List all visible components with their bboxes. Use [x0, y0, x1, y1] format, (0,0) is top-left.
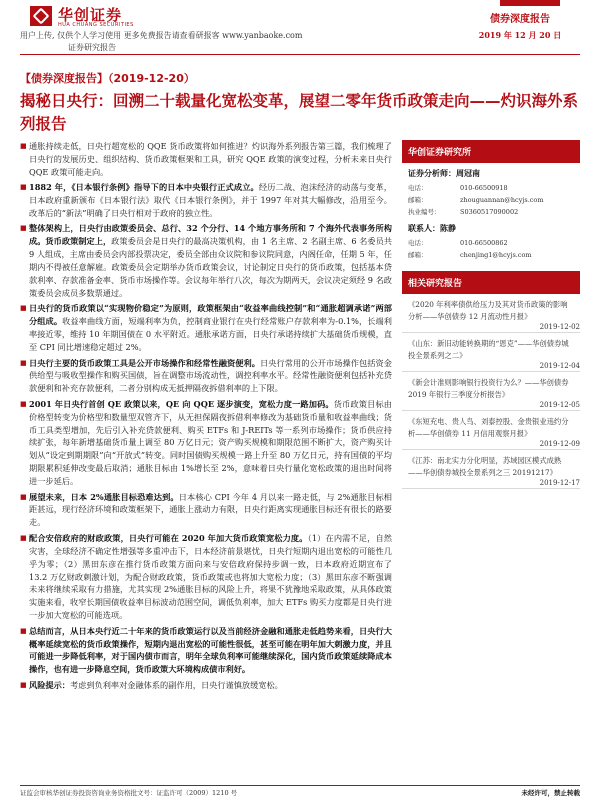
- report-tag-line: 【债券深度报告】（2019-12-20）: [20, 72, 195, 85]
- bullet-lead: 展望未来，日本 2%通胀目标恐难达到。: [29, 491, 179, 502]
- page-title: 揭秘日央行：回溯二十载量化宽松变革，展望二零年货币政策走向——灼识海外系列报告: [20, 92, 579, 133]
- bullet-lead: 总结而言，从日本央行近二十年来的货币政策运行以及当前经济金融和通胀走低趋势来看，日央行大概率延续宽松的货币政策操作，短期内退出宽松的可能性很低，甚至可能在明年加大刺激力度，并且可能进一步降低利率，对于国内债市而言，明年全球负利率可能继续深化，国内货币政策延续降成本操作，也有进一步降息空间，货币政策大环境构成债市利好。: [29, 625, 392, 675]
- summary-bullet: [20, 302, 392, 354]
- related-report-link[interactable]: 《东短充电、贵人鸟、刘泰控股、金贵银业违约分析——华创债券 11 月信用观察月报》: [408, 417, 569, 438]
- summary-bullet: [20, 140, 392, 179]
- summary-bullet: [20, 625, 392, 677]
- contact-title: 联系人：陈静: [408, 224, 456, 233]
- contact-row: [408, 206, 574, 218]
- related-report-link[interactable]: 《2020 年利率债供给压力及其对货币政策的影响分析——华创债券 12 月流动性月报》: [408, 300, 568, 321]
- header-subtitle: 证券研究报告: [68, 43, 116, 52]
- summary-bullet: [20, 491, 392, 530]
- bullet-lead: 日央行主要的货币政策工具是公开市场操作和经常性融资便利。: [29, 357, 261, 368]
- summary-bullets: [20, 140, 392, 694]
- related-report-link[interactable]: 《江苏：南北实力分化明显，苏域园区模式成熟——华创债券城投全景系列之三 20191217》: [408, 456, 562, 477]
- contact-info-list: [402, 237, 580, 261]
- contact-row: [408, 194, 574, 206]
- related-report-date: 2019-12-04: [402, 362, 580, 372]
- related-report-date: 2019-12-09: [402, 440, 580, 450]
- bullet-lead: 日央行的货币政策以“实现物价稳定”为原则，政策框架由“收益率曲线控制”和“通胀超调承诺”两部分组成。: [29, 303, 392, 327]
- related-report-date: 2019-12-05: [402, 401, 580, 411]
- contact-key: 邮箱：: [408, 251, 428, 259]
- company-logo-icon: [30, 6, 52, 26]
- bullet-text: 日本核心 CPI 今年 4 月以来一路走低，与 2%通胀目标相距甚远，现行经济环境和政策框架下，通胀上涨动力有限，日央行距离实现通胀目标还有很长的路要走。: [29, 491, 392, 528]
- summary-bullet: [20, 222, 392, 299]
- bullet-text: 收益率曲线方面，短端利率为负，控制商业银行在央行经常账户存款利率为-0.1%，长端利率接近零，维持 10 年期国债在 0 水平附近。通胀承诺方面，日央行承诺持续扩大基础货币规模，直至 CPI 同比增速稳定超过 2%。: [29, 316, 392, 353]
- bullet-text: 通胀持续走低，日央行超宽松的 QQE 货币政策将如何推进？灼识海外系列报告第三篇，我们梳理了日央行的发展历史、组织结构、货币政策框架和工具，研究 QQE 政策的演变过程，分析未来日央行 QQE 政策可能走向。: [29, 141, 392, 177]
- footer-copyright: 未经许可，禁止转载: [521, 789, 580, 797]
- contact-key: 邮箱：: [408, 196, 428, 204]
- report-date: 2019 年 12 月 20 日: [478, 30, 562, 40]
- analyst-title: 证券分析师：周冠南: [408, 169, 480, 178]
- contact-row: [408, 182, 574, 194]
- bullet-lead: 风险提示：: [29, 679, 70, 690]
- summary-bullet: [20, 679, 392, 692]
- related-report-link[interactable]: 《新会计准则影响银行投资行为么？——华创债券 2019 年银行三季度分析报告》: [408, 378, 569, 399]
- bullet-lead: 1882 年，《日本银行条例》指导下的日本中央银行正式成立。: [29, 182, 259, 193]
- header-divider: [20, 54, 580, 55]
- bullet-text: 考虑到负利率对金融体系的副作用，日央行谨慎放缓宽松。: [69, 679, 283, 690]
- contact-key: 执业编号：: [408, 208, 441, 216]
- footer-license: 证监会审核华创证券投资咨询业务资格批文号：证监许可（2009）1210 号: [20, 789, 238, 797]
- bullet-text: （1）在内需不足，自然灾害，全球经济不确定性增强等多重冲击下，日本经济前景堪忧，日央行短期内退出宽松的可能性几乎为零；（2）黑田东彦在推行货币政策方面向来与安倍政府保持步调一致，日本政府近期宣布了 13.2 万亿财政刺激计划，为配合财政政策，货币政策或也将加大宽松力度；（3）黑田东彦不断强调未来将继续采取有力措施，尤其实现 2%通胀目标的风险上升，将果不犹豫地采取政策，从具体政策实施来看，收窄长期国债收益率目标波动范围空间，调低负利率，加大 ETFs 购买力度都是日央行进一步加大宽松的可能选项。: [29, 532, 392, 621]
- contact-key: 电话：: [408, 239, 428, 247]
- watermark-ad-text: 用户上传, 仅供个人学习使用 更多免费报告请查看研报客 www.yanbaoke.com: [20, 31, 303, 40]
- logo-english-name: HUA CHUANG SECURITIES: [58, 22, 134, 28]
- logo-chinese-name: 华创证券: [58, 6, 123, 24]
- summary-bullet: [20, 532, 392, 622]
- related-reports-header: 相关研究报告: [402, 271, 580, 294]
- contact-value: zhouguannan@hcyjs.com: [460, 196, 544, 204]
- summary-bullet: [20, 181, 392, 220]
- contact-row: [408, 237, 574, 249]
- contact-value: 010-66500862: [460, 239, 508, 247]
- bullet-text: 经历二战、泡沫经济的动荡与变革，日本政府重新颁布《日本银行法》取代《日本银行条例》，并于 1997 年对其大幅修改，沿用至今。改革后的“新法”明确了日央行相对于政府的独立性。: [29, 182, 392, 219]
- sidebar: [402, 140, 580, 489]
- contact-value: 010-66500918: [460, 184, 508, 192]
- bullet-lead: 2001 年日央行首创 QE 政策以来，QE 向 QQE 逐步演变，宽松力度一路加码。: [29, 398, 334, 409]
- contact-value: S0360517090002: [460, 208, 519, 216]
- bullet-text: 日央行常用的公开市场操作包括资金供给型与吸收型操作和购买国债，旨在调整市场流动性，调控利率水平。经常性融资便利包括补充贷款便利和补充存款便利，二者分别构成无抵押隔夜拆借利率的上下限。: [29, 357, 392, 394]
- contact-value: chenjing1@hcyjs.com: [460, 251, 532, 259]
- bullet-lead: 整体架构上，日央行由政策委员会、总行、32 个分行、14 个地方事务所和 7 个海外代表事务所构成。货币政策制定上，: [29, 223, 392, 247]
- sidebar-header: 华创证券研究所: [402, 140, 580, 163]
- contact-key: 电话：: [408, 184, 428, 192]
- related-report-date: 2019-12-17: [402, 479, 580, 489]
- related-reports-list: [402, 294, 580, 489]
- analyst-contact-list: [402, 182, 580, 218]
- related-report-link[interactable]: 《山东：新旧动能转换期的“恩克”——华创债券城投全景系列之二》: [408, 339, 569, 360]
- contact-row: [408, 249, 574, 261]
- top-accent-bar: [500, 0, 560, 6]
- footer-divider: [20, 785, 580, 786]
- summary-bullet: [20, 357, 392, 396]
- related-report-date: 2019-12-02: [402, 323, 580, 333]
- bullet-text: 政策委员会是日央行的最高决策机构，由 1 名主席、2 名副主席、6 名委员共 9 人组成，主席由委员会内部投票决定，委员全部由众议院和参议院同意，内阁任命，任期 5 年，任期内不得被任意解雇。政策委员会定期举办货币政策会议，讨论制定日央行的货币政策，包括基本贷款利率、存款准备金率、货币市场操作等。会议每年举行八次，每次为期两天，会议决定须经 9 名政策委员会成员多数票通过。: [29, 236, 392, 298]
- report-type-label: 债券深度报告: [490, 14, 550, 25]
- summary-bullet: [20, 398, 392, 488]
- bullet-lead: 配合安倍政府的财政政策，日央行可能在 2020 年加大货币政策宽松力度。: [29, 532, 308, 543]
- bullet-text: 货币政策目标由价格型转变为价格型和数量型双管齐下，从无担保隔夜拆借利率修改为基础货币量和收益率曲线；货币工具类型增加，先后引入补充贷款便利、购买 ETFs 和 J-REITs 等一系列市场操作；货币供应持续扩张，每年新增基础货币量上调至 80 万亿日元；资产购买规模和期限范围不断扩大，资产购买计划从“设定到期期限”向“开放式”转变。同时国债购买规模一路上升至 80 万亿日元，持有国债的平均期限累积延伸改变最后取消；通胀目标由 1%增长至 2%，意味着日央行量化宽松政策的退出时间将进一步延后。: [29, 398, 392, 487]
